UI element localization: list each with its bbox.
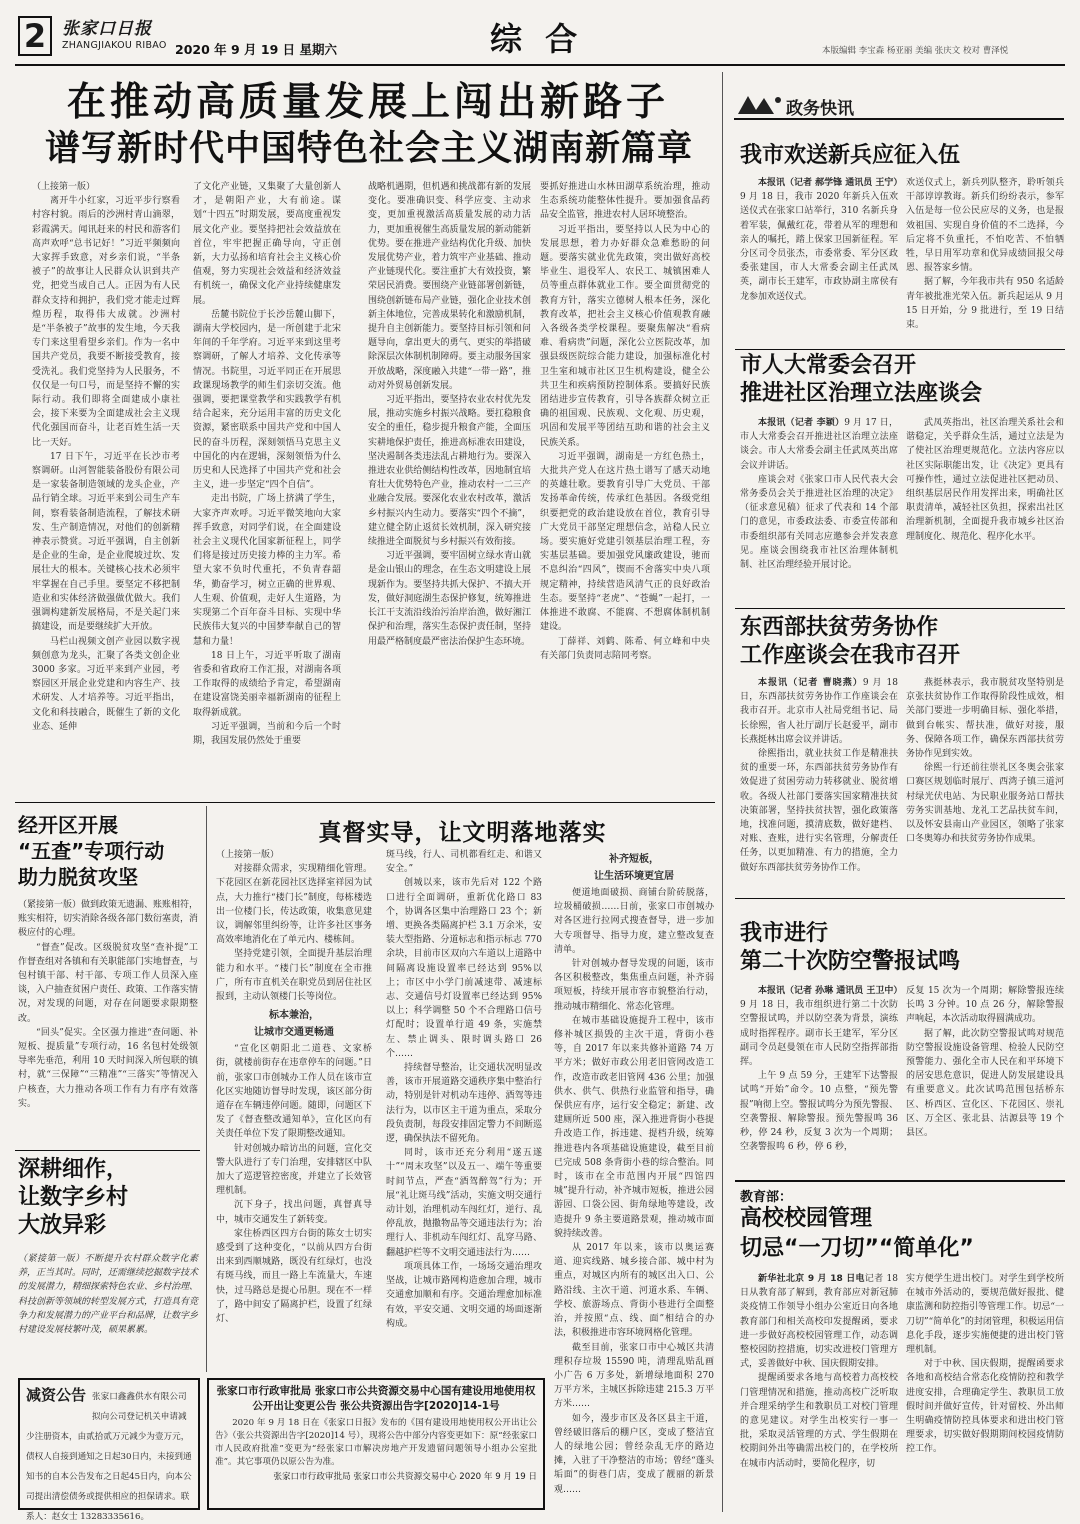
editor-credits: 本版编辑 李宝森 杨亚丽 美编 张庆文 校对 曹泽悦 xyxy=(822,46,1009,56)
paragraph: 反复 15 次为一个周期；解除警报连续长鸣 3 分钟。10 点 26 分，解除警报声响起，本次活动取得圆满成功。 xyxy=(906,986,1064,1025)
byline: 本报讯（记者 郝学锋 通讯员 王宁） xyxy=(758,178,903,188)
notice-body: 2020 年 9 月 18 日在《张家口日报》发布的《国有建设用地使用权公开出让公告》（张公共资源出告字[2020]14 号），现将公告中部分内容变更如下：原“经张家口市人民政府批准”变更为“经张家口市解决房地产开发遗留问题领导小组办公室批准”。其它事项仍以原公告为准。 xyxy=(215,1418,537,1467)
page-number: 2 xyxy=(18,16,52,56)
section-title: 综 合 xyxy=(490,20,584,58)
article-rule xyxy=(15,1150,200,1151)
article-column xyxy=(18,898,198,1158)
paragraph: 针对创城办督导发现的问题，该市各区积极整改，集焦重点问题，补齐弱项短板，持续开展市容市貌整治行动，推动城市精细化、常态化管理。 xyxy=(554,959,714,1012)
paragraph: 徐熙一行还前往崇礼区冬奥会张家口赛区规划临时展厅、西湾子镇三道河村绿光伏电站、为民职业服务站口帮扶劳务实训基地、龙礼工艺品扶贫车间，以及怀安县南山产业园区，领略了张家口冬奥筹办和扶贫劳务协作成果。 xyxy=(906,763,1064,845)
paragraph: 燕挺林表示，我市脱贫攻坚特别是京张扶贫协作工作取得阶段性成效，相关部门要进一步明确目标、强化举措，做到台帐实、帮扶准，做好对接，服务、保障各项工作，确保东西部扶贫劳务协作见到实效。 xyxy=(906,678,1064,760)
paragraph: （紧接第一版）不断提升农村群众数字化素养，正当其时。同时，还需继续挖掘数字技术的发展潜力，精细探索特色农业、乡村治理、科技创新等领域的转型发展方式，打造具有竞争力和发展潜力的产业平台和品牌，让数字乡村建设发展枝繁叶茂，硕果累累。 xyxy=(18,1254,199,1336)
paragraph: 战略机遇期，但机遇和挑战都有新的发展变化。要准确识变、科学应变、主动求变，更加重视激活高质量发展的动力活力，更加重视催生高质量发展的新动能新优势。要在推进产业结构优化升级、加快发展优势产业，着力筑牢产业基础、推动产业链现代化。要注重扩大有效投资，繁荣居民消费。要围绕产业链部署创新链，围绕创新链布局产业链，强化企业技术创新主体地位，完善成果转化和激励机制，提升自主创新能力。要坚持目标引领和问题导向，拿出更大的勇气、更实的举措破除深层次体制机制障碍。要主动服务国家开放战略，深度融入共建“一带一路”，推动对外贸易创新发展。 xyxy=(368,182,531,391)
paragraph: 习近平强调，要牢固树立绿水青山就是金山银山的理念，在生态文明建设上展现新作为。要坚持共抓大保护、不搞大开发，做好洞庭湖生态保护修复，统筹推进长江干支流沿线治污治岸治渔，做好湘江保护和治理，落实生态保护责任制，坚持用最严格制度最严密法治保护生态环境。 xyxy=(368,551,531,647)
paragraph: 截至目前，张家口市中心城区共清理积存垃圾 15590 吨，清理乱贴乱画小广告 6 万多处，新增绿地面积 270 万平方米，主城区拆除违建 215.3 万平方米…… xyxy=(554,1342,714,1410)
paragraph: 离开牛小红家，习近平步行察看村容村貌。雨后的沙洲村青山滴翠，彩霞满天。闻讯赶来的村民和游客们高声欢呼“总书记好！”习近平频频向大家挥手致意，对乡亲们说，“半条被子”的故事让人民群众认识到共产党，把党当成自己人。正因为有人民群众支持和拥护，我们党才能走过辉煌历程，取得伟大成就。沙洲村是“半条被子”故事的发生地，今天我专门来这里看望乡亲们。作为一名中国共产党员，我要不断接受教育，接受洗礼。我们党坚持为人民服务，不仅仅是一句口号，而是坚持不懈的实际行动。我们即将全面建成小康社会，接下来要为全面建成社会主义现代化强国而奋斗，让老百姓生活一天比一天好。 xyxy=(32,196,180,448)
paragraph: 针对创城办暗访出的问题，宣化交警大队进行了专门治理，安排辖区中队加大了巡逻管控密度，并建立了长效管理机制。 xyxy=(216,1143,372,1197)
paper-name: 张家口日报 xyxy=(62,19,152,39)
paragraph: 斑马线，行人、司机都看红走、和谐又安全。” xyxy=(386,850,542,875)
article-rule xyxy=(735,608,1065,609)
paragraph: 习近平强调，当前和今后一个时期，我国发展仍然处于重要 xyxy=(193,721,341,746)
paragraph: 据了解，今年我市共有 950 名适龄青年被批准光荣入伍。新兵起运从 9 月 15 日开始，分 9 批进行，至 19 日结束。 xyxy=(906,277,1064,331)
land-transfer-notice xyxy=(207,1378,545,1510)
continued-label: （上接第一版） xyxy=(32,182,96,192)
lead-headline-line1: 在推动高质量发展上闯出新路子 xyxy=(66,80,669,125)
article-col-left xyxy=(740,416,898,606)
paragraph: 提醒函要求各地与高校着力高校校门管理情况和措施，推动高校广泛听取并合理采纳学生和教职员工对校门管理的意见建议。对学生出校实行一事一批，采取灵活管理的方式、学生假期在校期间外出等确需出校门的，在学校所在城市内活动时，要简化程序，切 xyxy=(740,1373,898,1469)
paragraph: 如今，漫步市区及各区县主干道，曾经破旧落后的棚户区，变成了整洁宜人的绿地公园；曾经杂乱无序的路边摊，入驻了干净整洁的市场；曾经“蓬头垢面”的街巷门店，变成了靓丽的新景观…… xyxy=(554,1413,714,1495)
center-column-3 xyxy=(554,848,714,1510)
paragraph: 9 月 18 日，我市组织进行第二十次防空警报试鸣，并以防空袭为背景，演练成时指挥程序。副市长王建军，军分区副司令员赵曼领在市人民防空指挥部指挥。 xyxy=(740,1000,898,1068)
news-badge xyxy=(734,92,1064,120)
paragraph: 欢送仪式上，新兵列队整齐，聆听领兵干部谆谆教诲。新兵们纷纷表示，参军入伍是每一位公民应尽的义务，也是报效祖国、实现自身价值的不二选择，今后定将不负重托，不怕吃苦、不怕牺牲，早日用军功章和优异成绩回报父母恩、报答家乡情。 xyxy=(906,178,1064,274)
notice-signature: 张家口市行政审批局 张家口市公共资源交易中心 2020 年 9 月 19 日 xyxy=(273,1472,537,1482)
paragraph: “回头”促实。全区强力推进“查问题、补短板、提质量”专项行动，16 名包村处级领导率先垂范，利用 10 天时间深入所包联的镇村，就“三保障”“三精准”“三落实”等情况入户核查，大力推动各项工作有力有序有效落实。 xyxy=(18,1027,198,1109)
lead-column-3 xyxy=(368,180,531,795)
paragraph: 记者 18 日从教育部了解到，教育部应对新冠肺炎疫情工作领导小组办公室近日向各地教育部门和相关高校印发提醒函，要求进一步做好高校校园管理工作，动态调整校园防控措施，切实改进校门管理方式，妥善做好中秋、国庆假期安排。 xyxy=(740,1274,898,1370)
paragraph: 从 2017 年以来，该市以奥运赛道、迎宾线路、城乡接合部、城中村为重点，对城区内所有的城区出入口、公路沿线、主次干道、河道水系、车辆、学校、旅游场点、背街小巷进行全面整治，并按照“点、线、面”相结合的办法，积极推进市容环境网格化管理。 xyxy=(554,1243,714,1339)
paragraph: 据了解，此次防空警报试鸣对规范防空警报设施设备管理、检验人民防空预警能力、强化全市人民在和平环境下的居安思危意识，促进人防发展建设具有重要意义。此次试鸣范围包括桥东区、桥西区、宣化区、下花园区、崇礼区、万全区、张北县、沽源县等 19 个县区。 xyxy=(906,1028,1064,1139)
column-divider xyxy=(206,806,207,1372)
article-column xyxy=(18,1252,198,1372)
paragraph: 座谈会对《张家口市人民代表大会常务委员会关于推进社区治理的决定》（征求意见稿）征求了代表和 14 个部门的意见，市委政法委、市委宣传部和市委组织部有关同志应邀参会并发表意见。座谈会围绕我市社区治理体制机制、社区治理经验开展讨论。 xyxy=(740,474,898,571)
article-title: “五查”专项行动 xyxy=(18,839,165,863)
center-column-2 xyxy=(386,848,542,1370)
paragraph: 在城市基础设施提升工程中，该市修补城区损毁的主次干道，背街小巷等，自 2017 年以来共修补道路 74 万平方米；做好市政公用老旧管网改造工作，改造市政老旧管网 436 公里；加强供水、供气、供热行业监管和指导，确保供应有序，运行安全稳定；新建、改建厕所近 500 座，深入推进背街小巷提升改造工作，拆违建、提档升级，统筹推进巷内各项基础设施建设，截至目前已完成 508 条背街小巷的综合整治。同时，该市在全市范围内开展“四馆四城”提升行动，补齐城市短板，推进公园游园、口袋公园、街角绿地等建设，改造提升 9 条主要道路景观，推动城市面貌持续改善。 xyxy=(554,1015,714,1239)
article-title: 切忌“一刀切”“简单化” xyxy=(740,1236,974,1261)
article-col-right xyxy=(906,984,1064,1174)
paper-pinyin: ZHANGJIAKOU RIBAO xyxy=(62,40,167,51)
paragraph: 对于中秋、国庆假期，提醒函要求各地和高校结合常态化疫情防控和教学进度安排，合理确定学生、教职员工放假时间并做好宣传，针对留校、外出师生明确疫情防控具体要求和进出校门管理要求，切实做好假期期间校园疫情防控工作。 xyxy=(906,1359,1064,1455)
center-column-1 xyxy=(216,848,372,1370)
article-title: 让数字乡村 xyxy=(18,1185,129,1210)
paragraph: 徐熙指出，就业扶贫工作是精准扶贫的重要一环，东西部扶贫劳务协作有效促进了贫困劳动力转移就业、脱贫增收。各级人社部门要落实国家精准扶贫决策部署，坚持扶贫扶智，强化政策落地，找准问题，摸清底数，做好建档、对账、查账，进行实名管理，分解责任任务，以更加精准、有力的措施，全力做好东西部扶贫劳务协作工作。 xyxy=(740,749,898,873)
paragraph: 习近平强调，湖南是一方红色热土，大批共产党人在这片热土谱写了感天动地的英雄壮歌。要教育引导广大党员、干部发扬革命传统，传承红色基因。各级党组织要把党的政治建设放在首位，教育引导广大党员干部坚定理想信念，站稳人民立场。要实施好党建引领基层治理工程，夯实基层基础。要加强党风廉政建设，驰而不息纠治“四风”，锲而不舍落实中央八项规定精神，持续营造风清气正的良好政治生态。要坚持“老虎”、“苍蝇”一起打，一体推进不敢腐、不能腐、不想腐体制机制建设。 xyxy=(540,451,710,633)
article-rule xyxy=(735,898,1065,899)
article-title: 推进社区治理立法座谈会 xyxy=(740,381,983,406)
paragraph: “督查”促改。区级脱贫攻坚“查补提”工作督查组对各镇和有关职能部门实地督查，与包村镇干部、村干部、专项工作人员深入座谈，入户抽查贫困户责任、政策、工作落实情况，对发现的问题，对存在问题要求限期整改。 xyxy=(18,942,199,1024)
lead-column-1 xyxy=(32,180,180,795)
article-title: 第二十次防空警报试鸣 xyxy=(740,949,961,974)
paragraph: 丁薛祥、刘鹤、陈希、何立峰和中央有关部门负责同志陪同考察。 xyxy=(540,636,710,661)
paragraph: 创城以来，该市先后对 122 个路口进行全面调研，重新优化路口 83 个，协调各区集中治理路口 23 个；新增、更换各类隔离护栏 3.1 万余米，安装大型指路、分道标志和指示标志 770 余块，目前市区双向六车道以上道路中间隔离设施设置率已经达到 95%以上；市区中小学门前减速带、减速标志、交通信号灯设置率已经达到 95%以上；科学调整 50 个不合理路口信号灯配时；设置单行道 49 条，实施禁左、禁止调头、限时调头路口 26 个…… xyxy=(386,878,542,1059)
paragraph: 沉下身子，找出问题，真督真导中，城市交通发生了新转变。 xyxy=(216,1200,372,1225)
column-divider xyxy=(722,72,723,1512)
paragraph: 走出书院，广场上挤满了学生，大家齐声欢呼。习近平微笑地向大家挥手致意，对同学们说，在全面建设社会主义现代化国家新征程上，同学们将是接过历史接力棒的主力军。希望大家不负时代重托，不负青春韶华，勤奋学习，树立正确的世界观、人生观、价值观，走好人生道路，为实现第二个百年奋斗目标、实现中华民族伟大复兴的中国梦奉献自己的智慧和力量！ xyxy=(193,494,341,647)
subheading: 标本兼治， xyxy=(269,1010,319,1022)
continued-label: （上接第一版） xyxy=(216,850,280,860)
issue-date: 2020 年 9 月 19 日 星期六 xyxy=(175,42,337,57)
article-title: 高校校园管理 xyxy=(740,1206,873,1231)
article-col-right xyxy=(906,1272,1064,1512)
article-col-right xyxy=(906,176,1064,348)
article-col-left xyxy=(740,676,898,894)
section-rule xyxy=(15,802,715,803)
news-badge-label: 政务快讯 xyxy=(786,99,854,119)
paragraph: 便道地面破损、商铺台阶砖脱落，垃圾桶破损……日前，张家口市创城办对各区进行拉网式搜查督导，进一步加大专项督导、指导力度，建立整改复查清单。 xyxy=(554,888,714,955)
lead-column-2 xyxy=(193,180,341,795)
reduction-notice xyxy=(18,1378,200,1522)
byline: 新华社北京 9 月 18 日电 xyxy=(758,1274,865,1284)
paragraph: 同时，该市还充分利用“遂五遂十”“周末攻坚”以及五一、端午等重要时间节点，严查“酒驾醉驾”行为；开展“礼让斑马线”活动，实施文明交通行动计划，治理机动车闯红灯，逆行、乱停乱放，抛撒物品等交通违法行为；治理行人、非机动车闯红灯、乱穿马路、翻越护栏等不文明交通违法行为…… xyxy=(386,1148,542,1258)
news-badge-icon xyxy=(734,92,782,118)
article-col-left xyxy=(740,1272,898,1512)
paragraph: 项项具体工作，一场场交通治理攻坚战，让城市路网构造愈加合理，城市交通愈加顺和有序。交通治理愈加标准有效，平安交通、文明交通的场面逐渐构成。 xyxy=(386,1261,542,1329)
lead-headline-line2: 谱写新时代中国特色社会主义湖南新篇章 xyxy=(44,129,693,169)
byline: 本报讯（记者 孙琳 通讯员 王卫中） xyxy=(758,986,903,996)
paragraph: “宣化区朝阳北二道巷、文家桥街，就楼前街存在违章停车的问题。”日前，张家口市创城办工作人员在该市宣化区实地随访督导时发现，该区部分街道存在车辆违停问题。随即，问题区下发了《督查整改通知单》，宣化区向有关责任单位下发了限期整改通知。 xyxy=(216,1044,372,1140)
paragraph: 坚持党建引领，全面提升基层治理能力和水平。“楼门长”制度在全市推广，所有市直机关在职党员到居住社区报到，主动认领楼门长等岗位。 xyxy=(216,949,372,1003)
article-title: 我市进行 xyxy=(740,921,829,946)
lead-column-4 xyxy=(540,180,710,795)
article-rule xyxy=(735,349,1065,350)
article-title: 深耕细作， xyxy=(18,1157,129,1182)
paragraph: （紧接第一版）做到政策无遗漏、账账相符，账实相符，切实消除各级各部门数衍塞责，消极应付的心理。 xyxy=(18,900,199,939)
masthead xyxy=(0,0,1080,64)
notice-title: 减资公告 xyxy=(26,1386,87,1404)
paragraph: 持续督导整治，让交通状况明显改善，该市开展道路交通秩序集中整治行动，特别是针对机动车违停、酒驾等违法行为，以市区主干道为重点，采取分段负责制，每段安排固定警力不间断巡逻，确保执法不留死角。 xyxy=(386,1063,542,1145)
paragraph: 了文化产业链，又集聚了大量创新人才，是朝阳产业，大有前途。谋划“十四五”时期发展，要高度重视发展文化产业。要坚持把社会效益放在首位，牢牢把握正确导向，守正创新，大力弘扬和培育社会主义核心价值观，努力实现社会效益和经济效益有机统一，确保文化产业持续健康发展。 xyxy=(193,182,341,306)
paragraph: 对接群众需求，实现精细化管理。下花园区在新花园社区选择室祥园为试点，大力推行“楼门长”制度，每栋楼选出一位楼门长，传达政策，收集意见建议，调解邻里纠纷等，让许多社区事务高效率地消化在了单元内、楼栋间。 xyxy=(216,864,372,946)
article-title: 助力脱贫攻坚 xyxy=(18,865,138,889)
paragraph: 习近平指出，要坚持以人民为中心的发展思想，着力办好群众急难愁盼的问题。要落实就业优先政策，突出做好高校毕业生、退役军人、农民工、城镇困难人员等重点群体就业工作。要全面贯彻党的教育方针，落实立德树人根本任务，深化教育改革，把社会主义核心价值观教育融入各级各类学校课程。要聚焦解决“看病难、看病贵”问题，深化公立医院改革，加强县级医院综合能力建设，加强标准化村卫生室和城市社区卫生机构建设，健全公共卫生和疾病预防控制体系。要搞好民族团结进步宣传教育，引导各族群众树立正确的祖国观、民族观、文化观、历史观，巩固和发展平等团结互助和谐的社会主义民族关系。 xyxy=(540,224,710,448)
paragraph: 9 月 18 日，东西部扶贫劳务协作工作座谈会在我市召开。北京市人社局党组书记、局长徐熙，省人社厅副厅长赵爱平，副市长燕挺林出席会议并讲话。 xyxy=(740,678,898,745)
article-col-right xyxy=(906,676,1064,894)
article-title: 工作座谈会在我市召开 xyxy=(740,643,961,668)
paragraph: 习近平指出，要坚持农业农村优先发展，推动实施乡村振兴战略。要扛稳粮食安全的重任，稳步提升粮食产能，全面压实耕地保护责任，推进高标准农田建设，坚决遏制各类违法乱占耕地行为。要深入推进农业供给侧结构性改革，因地制宜培育壮大优势特色产业，推动农村一二三产业融合发展。要深化农业农村改革，激活乡村振兴内生动力。要落实“四个不摘”，建立健全防止返贫长效机制，深入研究接续推进全面脱贫与乡村振兴有效衔接。 xyxy=(368,395,531,548)
paragraph: 武凤英指出，社区治理关系社会和谐稳定，关乎群众生活，通过立法是为了使社区治理更规范化。立法内容应以社区实际职能出发，让《决定》更具有可操作性，通过立法促进社区把动员、组织基层居民作用发挥出来，明确社区职责清单，减轻社区负担，探索出社区治理新机制，全面提升我市城乡社区治理制度化、规范化、程序化水平。 xyxy=(906,418,1064,542)
notice-body: 张家口鑫鑫供水有限公司拟向公司登记机关申请减少注册资本，由贰拾贰万元减少为壹万元，债权人自接到通知之日起30日内，未接到通知书的自本公告发布之日起45日内，向本公司提出清偿债务或提供相应的担保请求。联系人：赵女士 13283335616。 xyxy=(26,1392,192,1522)
paragraph: 9 月 18 日，我市 2020 年新兵入伍欢送仪式在张家口站举行，310 名新兵身着军装，佩戴红花，带着从军的理想和亲人的嘱托，踏上保家卫国新征程。军分区司令员张杰，市委常委、军分区政委张建国，市人大常委会副主任武凤英，副市长王建军，市政协副主席侯有龙参加欢送仪式。 xyxy=(740,192,898,302)
article-title: 市人大常委会召开 xyxy=(740,353,917,378)
paragraph: 17 日下午，习近平在长沙市考察调研。山河智能装备股份有限公司是一家装备制造领域的龙头企业，产品行销全球。习近平来到公司生产车间，察看装备制造流程，了解技术研发、生产制造情况，对他们的创新精神表示赞赏。习近平强调，自主创新是企业的生命，是企业爬坡过坎、发展壮大的根本。关键核心技术必须牢牢掌握在自己手里。要坚定不移把制造业和实体经济做强做优做大。我们强调构建新发展格局，不是关起门来搞建设，而是要继续扩大开放。 xyxy=(32,451,180,633)
notice-title: 张家口市行政审批局 张家口市公共资源交易中心国有建设用地使用权公开出让变更公告 张公共资源出告字[2020]14-1号 xyxy=(216,1385,536,1412)
paragraph: 岳麓书院位于长沙岳麓山脚下，湖南大学校园内，是一所创建于北宋年间的千年学府。习近平来到这里考察调研，了解人才培养、文化传承等情况。书院里，习近平同正在开展思政课现场教学的师生们亲切交流。他强调，要把课堂教学和实践教学有机结合起来，充分运用丰富的历史文化资源，紧密联系中国共产党和中国人民的奋斗历程，深刻领悟马克思主义中国化的内在逻辑，深刻领悟为什么历史和人民选择了中国共产党和社会主义，进一步坚定“四个自信”。 xyxy=(193,309,341,491)
article-title: 大放异彩 xyxy=(18,1213,107,1238)
subheading: 补齐短板， xyxy=(609,854,659,865)
article-rule xyxy=(735,1180,1065,1182)
article-title: 我市欢送新兵应征入伍 xyxy=(740,143,961,168)
article-col-left xyxy=(740,984,903,1174)
paragraph: 实方便学生进出校门。对学生到学校所在城市外活动的，要规范做好报批、健康监测和防控指引等管理工作。切忌“一刀切”“简单化”的封闭管理，积极运用信息化手段，逐步实施便捷的进出校门管理机制。 xyxy=(906,1274,1064,1356)
byline: 本报讯（记者 曹晓燕） xyxy=(758,678,863,688)
paragraph: 18 日上午，习近平听取了湖南省委和省政府工作汇报，对湖南各项工作取得的成绩给予肯定，希望湖南在建设富饶美丽幸福新湖南的征程上取得新成就。 xyxy=(193,650,341,718)
article-title: 东西部扶贫劳务协作 xyxy=(740,615,939,640)
subheading: 让生活环境更宜居 xyxy=(594,871,674,882)
center-headline: 真督实导，让文明落地落实 xyxy=(318,820,607,846)
paragraph: 马栏山视频文创产业园以数字视频创意为龙头，汇聚了各类文创企业 3000 多家。习近平来到产业园，考察园区开展企业党建和内容生产、技术研发、人才培养等。习近平指出，文化和科技融合，既催生了新的文化业态、延伸 xyxy=(32,636,180,732)
article-kicker: 教育部： xyxy=(740,1190,793,1205)
article-col-right xyxy=(906,416,1064,606)
subheading: 让城市交通更畅通 xyxy=(254,1027,334,1039)
paragraph: 家住桥西区四方台街的陈女士切实感受到了这种变化，“以前从四方台街出来到西顺城路，既没有红绿灯，也没有斑马线，而且一路上车流量大，车速快，过马路总是提心吊胆。现在不一样了，路中间安了隔离护栏，设置了红绿灯、 xyxy=(216,1228,372,1325)
byline: 本报讯（记者 李颖） xyxy=(758,418,845,428)
masthead-rule xyxy=(15,64,1065,66)
article-title: 经开区开展 xyxy=(18,813,118,837)
paragraph: 9 月 17 日，市人大常委会召开推进社区治理立法座谈会。市人大常委会副主任武凤英出席会议并讲话。 xyxy=(740,418,898,471)
article-col-left xyxy=(740,176,903,348)
paragraph: 上午 9 点 59 分，王建军下达警报试鸣“开始”命令。10 点整，“预先警报”响彻上空。警报试鸣分为预先警报、空袭警报、解除警报。预先警报鸣 36 秒，停 24 秒，反复 3 次为一个周期；空袭警报鸣 6 秒，停 6 秒， xyxy=(740,1071,898,1153)
paragraph: 要抓好推进山水林田湖草系统治理，推动生态系统功能整体性提升。要加强食品药品安全监管，推进农村人居环境整治。 xyxy=(540,182,710,221)
